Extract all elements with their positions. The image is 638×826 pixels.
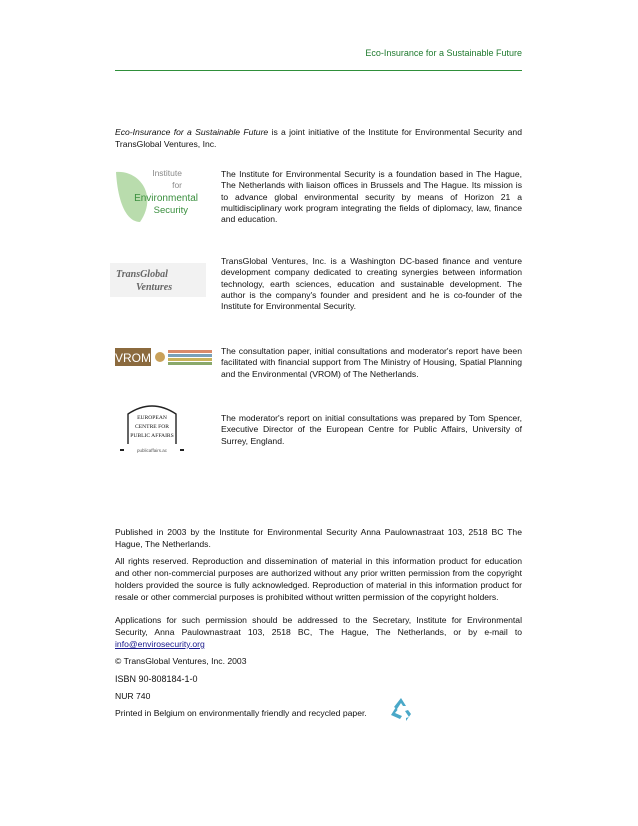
- published-paragraph: Published in 2003 by the Institute for Environmental Security Anna Paulownastraat 103, 2518 BC The Hague, The Netherlands.: [115, 527, 522, 549]
- recycle-icon-graphic: [388, 696, 414, 722]
- running-header: Eco-Insurance for a Sustainable Future: [365, 48, 522, 58]
- email-link[interactable]: info@envirosecurity.org: [115, 639, 205, 649]
- intro-title: Eco-Insurance for a Sustainable Future: [115, 127, 269, 137]
- ies-logo: [110, 166, 210, 226]
- transglobal-logo: [108, 260, 208, 300]
- ecpa-logo-word-2: CENTRE FOR: [134, 424, 170, 430]
- isbn-line: ISBN 90-808184-1-0: [115, 674, 198, 684]
- vrom-description: The consultation paper, initial consultations and moderator's report have been facilitated with financial support from The Ministry of Housing, Spatial Planning and the Environmental (VROM) of The Netherlands.: [221, 346, 522, 379]
- intro-paragraph: [115, 126, 522, 150]
- ecpa-logo-word-1: EUROPEAN: [137, 415, 167, 421]
- ies-description: The Institute for Environmental Security is a foundation based in The Hague, The Netherlands with liaison offices in Brussels and The Hague. Its mission is to advance global environmental security by means of Horizon 21 a multidisciplinary work program integrating the fields of diplomacy, law, finance and education.: [221, 169, 522, 225]
- transglobal-logo-graphic: [108, 260, 208, 300]
- ies-logo-word-2: for: [172, 180, 182, 190]
- header-rule: [115, 70, 522, 71]
- ies-logo-word-1: Institute: [152, 168, 182, 178]
- ecpa-logo-word-3: PUBLIC AFFAIRS: [130, 433, 174, 439]
- vrom-logo-graphic: [115, 347, 213, 367]
- transglobal-logo-word-2: Ventures: [136, 282, 173, 293]
- printed-line: Printed in Belgium on environmentally friendly and recycled paper.: [115, 708, 367, 718]
- vrom-logo-word: VROM: [115, 351, 151, 365]
- transglobal-logo-word-1: TransGlobal: [116, 269, 168, 280]
- nur-line: NUR 740: [115, 691, 151, 701]
- copyright-line: © TransGlobal Ventures, Inc. 2003: [115, 656, 247, 666]
- ies-logo-word-3: Environmental: [134, 193, 198, 204]
- vrom-logo: [115, 347, 213, 367]
- ies-logo-graphic: [110, 166, 210, 226]
- ecpa-description: The moderator's report on initial consultations was prepared by Tom Spencer, Executive Director of the European Centre for Public Affairs, University of Surrey, England.: [221, 413, 522, 446]
- ecpa-logo-url: publicaffairs.ac: [137, 448, 167, 453]
- ies-logo-word-4: Security: [153, 205, 188, 216]
- ecpa-logo: [118, 400, 186, 456]
- transglobal-description: TransGlobal Ventures, Inc. is a Washington DC-based finance and venture development company dedicated to creating synergies between information technology, earth sciences, education and sustainable development. The author is the company's founder and president and he is co-founder of the Institute for Environmental Security.: [221, 256, 522, 312]
- recycle-icon: [388, 696, 414, 722]
- ecpa-logo-graphic: [118, 400, 186, 456]
- applications-paragraph: [115, 614, 522, 650]
- rights-paragraph: All rights reserved. Reproduction and dissemination of material in this information product for education and other non-commercial purposes are authorized without any prior written permission from the copyright holders provided the source is fully acknowledged. Reproduction of material in this information product for resale or other commercial purposes is prohibited without written permission of the copyright holders.: [115, 556, 522, 602]
- applications-text: Applications for such permission should be addressed to the Secretary, Institute for Environmental Security, Anna Paulownastraat 103, 2518 BC, The Hague, The Netherlands, or by e-mail to: [115, 615, 522, 637]
- intro-rest: is a joint initiative of the Institute for Environmental Security and TransGlobal Ventures, Inc.: [115, 127, 522, 149]
